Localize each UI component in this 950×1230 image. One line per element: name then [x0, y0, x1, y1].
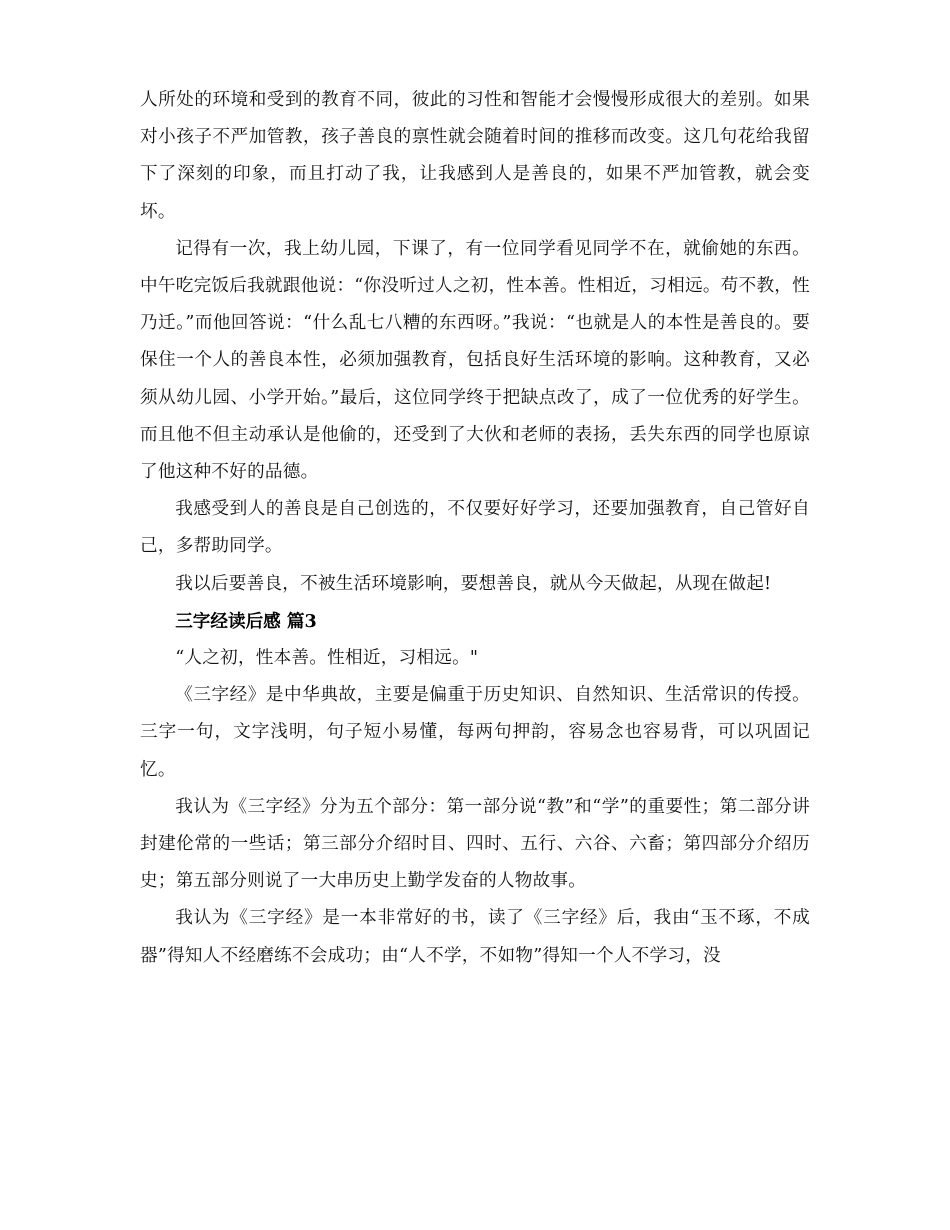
paragraph-reflection: 我感受到人的善良是自己创选的，不仅要好好学习，还要加强教育，自己管好自己，多帮助同学。: [140, 499, 810, 557]
paragraph-opinion: 我认为《三字经》是一本非常好的书，读了《三字经》后，我由“玉不琢，不成器”得知人不经磨练不会成功；由“人不学，不如物”得知一个人不学习，没: [140, 908, 810, 966]
paragraph-kindergarten-story: 记得有一次，我上幼儿园，下课了，有一位同学看见同学不在，就偷她的东西。中午吃完饭后我就跟他说：“你没听过人之初，性本善。性相近，习相远。苟不教，性乃迁。”而他回答说：“什么乱七八糟的东西呀。”我说：“也就是人的本性是善良的。要保住一个人的善良本性，必须加强教育，包括良好生活环境的影响。这种教育，又必须从幼儿园、小学开始。”最后，这位同学终于把缺点改了，成了一位优秀的好学生。而且他不但主动承认是他偷的，还受到了大伙和老师的表扬，丢失东西的同学也原谅了他这种不好的品德。: [140, 238, 810, 483]
paragraph-quote: “人之初，性本善。性相近，习相远。": [175, 648, 479, 669]
paragraph-resolution: 我以后要善良，不被生活环境影响，要想善良，就从今天做起，从现在做起!: [175, 573, 772, 594]
paragraph-intro: 《三字经》是中华典故，主要是偏重于历史知识、自然知识、生活常识的传授。三字一句，文字浅明，句子短小易懂，每两句押韵，容易念也容易背，可以巩固记忆。: [140, 685, 810, 780]
paragraph-continuation: 人所处的环境和受到的教育不同，彼此的习性和智能才会慢慢形成很大的差别。如果对小孩子不严加管教，孩子善良的禀性就会随着时间的推移而改变。这几句花给我留下了深刻的印象，而且打动了我，让我感到人是善良的，如果不严加管教，就会变坏。: [140, 90, 810, 222]
section-heading: 三字经读后感 篇3: [175, 610, 317, 632]
paragraph-five-parts: 我认为《三字经》分为五个部分：第一部分说“教”和“学”的重要性；第二部分讲封建伦常的一些话；第三部分介绍时目、四时、五行、六谷、六畜；第四部分介绍历史；第五部分则说了一大串历史上勤学发奋的人物故事。: [140, 796, 810, 892]
